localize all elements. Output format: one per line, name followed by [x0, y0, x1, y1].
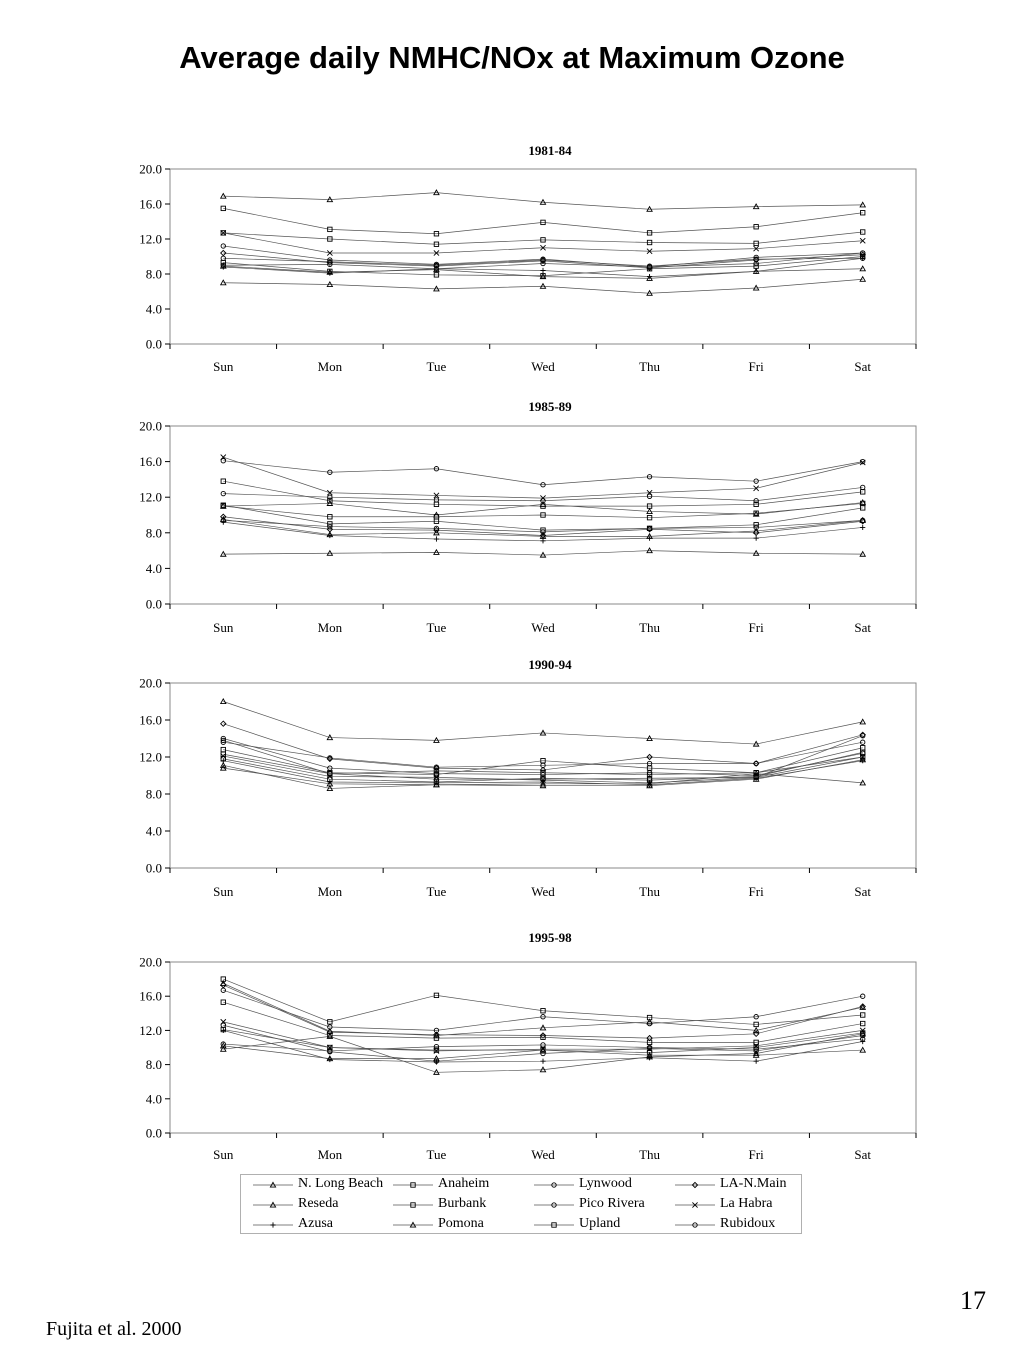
- plot-area: [170, 683, 916, 868]
- legend-label: N. Long Beach: [298, 1176, 384, 1191]
- x-tick-label: Fri: [748, 359, 764, 374]
- y-tick-label: 16.0: [139, 988, 162, 1004]
- y-tick-label: 16.0: [139, 454, 162, 470]
- x-tick-label: Sat: [854, 884, 872, 899]
- legend-swatch: [532, 1197, 576, 1213]
- legend-label: Pomona: [438, 1216, 484, 1231]
- x-tick-label: Tue: [426, 884, 447, 899]
- legend-label: Burbank: [438, 1196, 487, 1211]
- y-tick-label: 20.0: [139, 675, 162, 691]
- chart-legend: [240, 1174, 802, 1234]
- data-point: [434, 536, 439, 541]
- data-point: [754, 1059, 759, 1064]
- legend-swatch: [251, 1177, 295, 1193]
- chart-2: [139, 399, 916, 635]
- series-la-habra: [221, 230, 866, 255]
- x-tick-label: Sun: [213, 620, 234, 635]
- chart-3: [139, 657, 916, 899]
- legend-swatch: [391, 1197, 435, 1213]
- series-la-n-main: [221, 250, 866, 270]
- series-line: [223, 279, 862, 293]
- x-tick-label: Tue: [426, 359, 447, 374]
- page-number: 17: [960, 1286, 986, 1315]
- legend-label: Anaheim: [438, 1176, 490, 1191]
- data-point: [221, 721, 226, 726]
- data-point: [540, 1059, 545, 1064]
- legend-swatch: [532, 1177, 576, 1193]
- legend-swatch: [673, 1217, 717, 1233]
- chart-title: 1981-84: [528, 143, 572, 158]
- series-n-long-beach: [221, 277, 866, 296]
- y-tick-label: 8.0: [145, 266, 162, 282]
- chart-title: 1990-94: [528, 657, 572, 672]
- x-tick-label: Mon: [317, 620, 343, 635]
- y-tick-label: 16.0: [139, 712, 162, 728]
- x-tick-label: Sat: [854, 359, 872, 374]
- y-tick-label: 8.0: [145, 786, 162, 802]
- x-tick-label: Wed: [531, 1147, 555, 1162]
- legend-label: Azusa: [298, 1216, 333, 1231]
- legend-label: Upland: [579, 1216, 621, 1231]
- series-n-long-beach: [221, 548, 866, 557]
- y-tick-label: 12.0: [139, 489, 162, 505]
- y-tick-label: 12.0: [139, 231, 162, 247]
- y-tick-label: 4.0: [145, 301, 162, 317]
- series-line: [223, 979, 862, 1024]
- x-tick-label: Mon: [317, 884, 343, 899]
- legend-swatch: [251, 1217, 295, 1233]
- legend-swatch: [391, 1217, 435, 1233]
- data-point: [754, 536, 759, 541]
- y-tick-label: 20.0: [139, 954, 162, 970]
- y-tick-label: 4.0: [145, 1091, 162, 1107]
- x-tick-label: Thu: [639, 359, 661, 374]
- y-tick-label: 20.0: [139, 161, 162, 177]
- data-point: [860, 525, 865, 530]
- citation: Fujita et al. 2000: [46, 1318, 182, 1340]
- data-point: [221, 455, 226, 460]
- x-tick-label: Sat: [854, 1147, 872, 1162]
- series-line: [223, 208, 862, 233]
- y-tick-label: 0.0: [145, 860, 162, 876]
- series-line: [223, 233, 862, 253]
- x-tick-label: Wed: [531, 884, 555, 899]
- x-tick-label: Sun: [213, 884, 234, 899]
- legend-label: La Habra: [720, 1196, 773, 1211]
- x-tick-label: Sat: [854, 620, 872, 635]
- series-line: [223, 702, 862, 745]
- x-tick-label: Thu: [639, 620, 661, 635]
- data-point: [221, 699, 226, 704]
- legend-label: Reseda: [298, 1196, 339, 1211]
- legend-label: Lynwood: [579, 1176, 632, 1191]
- x-tick-label: Fri: [748, 1147, 764, 1162]
- legend-swatch: [673, 1177, 717, 1193]
- x-tick-label: Fri: [748, 884, 764, 899]
- legend-swatch: [673, 1197, 717, 1213]
- data-point: [221, 988, 225, 992]
- data-point: [860, 277, 865, 282]
- legend-swatch: [391, 1177, 435, 1193]
- series-lynwood: [221, 485, 865, 503]
- y-tick-label: 0.0: [145, 1125, 162, 1141]
- x-tick-label: Fri: [748, 620, 764, 635]
- data-point: [221, 1000, 225, 1004]
- y-tick-label: 0.0: [145, 336, 162, 352]
- series-line: [223, 754, 862, 774]
- chart-title: 1985-89: [528, 399, 572, 414]
- x-tick-label: Tue: [426, 620, 447, 635]
- y-tick-label: 12.0: [139, 749, 162, 765]
- x-tick-label: Sun: [213, 359, 234, 374]
- data-point: [540, 268, 545, 273]
- series-la-habra: [221, 455, 866, 501]
- chart-title: 1995-98: [528, 930, 572, 945]
- x-tick-label: Wed: [531, 620, 555, 635]
- y-tick-label: 16.0: [139, 196, 162, 212]
- series-anaheim: [221, 230, 865, 247]
- data-point: [540, 538, 545, 543]
- series-upland: [221, 206, 865, 236]
- y-tick-label: 12.0: [139, 1022, 162, 1038]
- legend-label: Pico Rivera: [579, 1196, 645, 1211]
- x-tick-label: Sun: [213, 1147, 234, 1162]
- y-tick-label: 8.0: [145, 1057, 162, 1073]
- legend-label: Rubidoux: [720, 1216, 776, 1231]
- data-point: [860, 719, 865, 724]
- series-reseda: [221, 981, 866, 1038]
- series-line: [223, 505, 862, 530]
- series-line: [223, 503, 862, 517]
- data-point: [221, 1019, 226, 1024]
- series-reseda: [221, 190, 866, 211]
- series-line: [223, 461, 862, 485]
- series-pico-rivera: [221, 459, 865, 487]
- x-tick-label: Mon: [317, 1147, 343, 1162]
- legend-swatch: [251, 1197, 295, 1213]
- y-tick-label: 4.0: [145, 560, 162, 576]
- series-reseda: [221, 699, 866, 746]
- series-line: [223, 193, 862, 210]
- x-tick-label: Mon: [317, 359, 343, 374]
- series-line: [223, 457, 862, 498]
- y-tick-label: 20.0: [139, 418, 162, 434]
- y-tick-label: 4.0: [145, 823, 162, 839]
- x-tick-label: Wed: [531, 359, 555, 374]
- legend-swatch: [532, 1217, 576, 1233]
- page-title: Average daily NMHC/NOx at Maximum Ozone: [179, 40, 845, 75]
- chart-4: [139, 930, 916, 1162]
- chart-1: [139, 143, 916, 374]
- legend-marker: [270, 1222, 275, 1227]
- x-tick-label: Thu: [639, 884, 661, 899]
- y-tick-label: 8.0: [145, 525, 162, 541]
- legend-label: LA-N.Main: [720, 1176, 787, 1191]
- x-tick-label: Thu: [639, 1147, 661, 1162]
- x-tick-label: Tue: [426, 1147, 447, 1162]
- y-tick-label: 0.0: [145, 596, 162, 612]
